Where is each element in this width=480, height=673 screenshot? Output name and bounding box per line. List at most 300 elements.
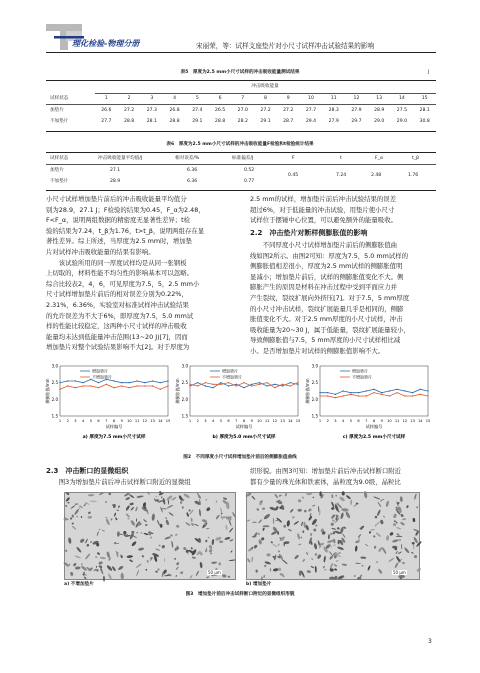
x-tick-label: 14	[157, 419, 163, 423]
x-tick-label: 1	[188, 419, 192, 423]
table6-cell: 27.1	[110, 168, 121, 173]
legend-label: 不增加垫片	[352, 374, 372, 380]
x-tick-label: 11	[264, 419, 270, 423]
data-point	[144, 385, 145, 386]
data-point	[251, 384, 252, 385]
data-point	[373, 392, 374, 393]
table5-col-header: 6	[218, 96, 222, 101]
data-point	[373, 389, 374, 390]
figure2-caption: 图2 不同厚度小尺寸试样增加垫片前后的侧膨胀值曲线	[183, 455, 297, 460]
y-tick-label: 3.0	[51, 363, 58, 369]
data-point	[197, 385, 198, 386]
figure3-caption: 图3 增加垫片前后冲击试样断口附近的显微组织形貌	[185, 592, 295, 597]
text-line: 的小尺寸冲击试样，裂纹扩展能量几乎是相同的，侧膨	[250, 304, 404, 313]
text-line: 验的结果为7.24，t_β为1.76，t>t_β，说明两组存在显	[46, 226, 205, 235]
y-tick-label: 1.5	[181, 413, 188, 419]
table6-head-rule	[46, 164, 436, 165]
data-point	[189, 385, 190, 386]
x-axis-label: 试样编号	[365, 424, 383, 429]
x-tick-label: 9	[250, 419, 253, 423]
table5-cell: 26.8	[169, 108, 180, 113]
x-tick-label: 14	[287, 419, 293, 423]
data-point	[113, 380, 114, 381]
legend-label: 不增加垫片	[92, 374, 112, 380]
table5-cell: 28.9	[374, 108, 385, 113]
data-point	[243, 387, 244, 388]
data-point	[342, 395, 343, 396]
table6-header-cell: 相对误差/%	[175, 156, 200, 161]
table5-cell: 29.0	[374, 119, 385, 124]
data-point	[412, 395, 413, 396]
x-tick-label: 11	[134, 419, 140, 423]
table6-header-cell: 冲击吸收能量平均值/J	[98, 156, 143, 161]
x-tick-label: 15	[295, 419, 301, 423]
table5-col-header: 9	[286, 96, 290, 101]
x-tick-label: 2	[66, 419, 69, 423]
data-point	[152, 385, 153, 386]
micrograph-b-image	[246, 492, 420, 580]
text-line: 图3为增加垫片前后冲击试样断口附近的显微组	[46, 478, 191, 486]
text-line: 膨胀产生的原因是材料在冲击过程中受到平面应力并	[250, 283, 397, 292]
plot-frame	[60, 366, 168, 416]
x-tick-label: 13	[410, 419, 415, 423]
data-point	[420, 389, 421, 390]
table5-col-header: 15	[421, 96, 428, 101]
table5-top-rule	[46, 80, 436, 81]
table5-cell: 28.3	[328, 108, 339, 113]
text-line: 2.5 mm的试样，增加垫片前后冲击试验结果的误差	[250, 195, 397, 203]
table6-top-rule	[46, 152, 436, 153]
table6-cell: 加垫片	[50, 168, 64, 173]
table5-col-header: 13	[376, 96, 383, 101]
micrograph-a-image	[64, 492, 236, 580]
data-point	[350, 394, 351, 395]
data-point	[266, 385, 267, 386]
x-tick-label: 7	[105, 419, 108, 423]
data-point	[228, 382, 229, 383]
text-line: 2.31%，6.36%，实验室对标准试样冲击试验结果	[46, 300, 189, 309]
figure2-sub-caption: a) 厚度为7.5 mm小尺寸试样	[82, 435, 146, 440]
data-point	[427, 390, 428, 391]
data-point	[160, 389, 161, 390]
data-point	[98, 382, 99, 383]
table5-cell: 27.7	[305, 108, 317, 113]
text-line: 吸收能量为20~30 J，属于低能量，裂纹扩展能量较小，	[250, 325, 410, 334]
data-point	[160, 382, 161, 383]
table5-cell: 26.6	[101, 108, 112, 113]
data-point	[335, 397, 336, 398]
data-point	[282, 384, 283, 385]
plot-frame	[320, 366, 428, 416]
figure3-sub-b: b) 增加垫片	[246, 582, 272, 587]
table5-row-label: 加垫片	[50, 108, 64, 113]
data-point	[144, 382, 145, 383]
y-tick-label: 2.0	[181, 396, 188, 402]
table5-col-header: 11	[330, 96, 337, 101]
data-point	[259, 382, 260, 383]
table5-cell: 27.2	[260, 108, 271, 113]
table5-cell: 27.4	[192, 108, 203, 113]
journal-logo	[46, 22, 156, 52]
text-line: 增加垫片对整个试验结果影响不大[2]。对于厚度为	[46, 343, 190, 352]
table5-cell: 28.1	[419, 108, 430, 113]
y-tick-label: 1.5	[51, 413, 58, 419]
data-point	[121, 382, 122, 383]
table6-cell: 6.36	[187, 168, 198, 173]
x-tick-label: 7	[235, 419, 238, 423]
data-point	[212, 384, 213, 385]
figure2-charts	[46, 362, 436, 454]
table6-header-cell: F_α	[375, 156, 383, 161]
scale-bar-b: 50 μm	[393, 570, 406, 575]
data-point	[220, 382, 221, 383]
x-tick-label: 6	[357, 419, 360, 423]
table5-cell: 29.7	[351, 119, 362, 124]
text-line: 都有少量的珠光体和铁素体，晶粒度为9.0级，晶粒比	[250, 477, 401, 486]
data-point	[342, 390, 343, 391]
table6-bottom-rule	[46, 190, 436, 191]
left-column-text-2	[46, 477, 232, 488]
text-line: 上切取的，材料性能不均匀性的影响基本可以忽略。	[46, 269, 193, 278]
table5-cell: 27.9	[328, 119, 339, 124]
x-tick-label: 4	[211, 419, 215, 423]
table5-cell: 27.5	[396, 108, 408, 113]
table6-cell: 28.9	[110, 179, 121, 184]
data-point	[59, 382, 60, 383]
x-tick-label: 13	[280, 419, 285, 423]
table5-cell: 27.2	[123, 108, 135, 113]
text-line: 别为28.9，27.1 J；F检验的结果为0.45，F_α为2.48，	[46, 205, 205, 214]
table5-cell: 27.9	[351, 108, 362, 113]
x-tick-label: 7	[365, 419, 368, 423]
text-line: 小。是否增加垫片对试样的侧膨胀值影响不大。	[250, 346, 385, 355]
table5-cell: 27.3	[146, 108, 157, 113]
text-line: 织形貌。由图3可知：增加垫片前后冲击试样断口附近	[250, 467, 402, 475]
table5-unit: J	[428, 70, 430, 75]
table6-cell: 6.36	[187, 179, 198, 184]
data-point	[274, 387, 275, 388]
text-line: 侧膨胀值相差很小，厚度为2.5 mm试样的侧膨胀值明	[250, 262, 403, 271]
table5-cell: 29.1	[260, 119, 271, 124]
table5-row-label: 不加垫片	[50, 119, 69, 124]
text-line: 显减小；增加垫片前后，试样的侧膨胀值变化不大。侧	[250, 272, 404, 281]
data-point	[129, 387, 130, 388]
data-point	[106, 384, 107, 385]
x-axis-label: 试样编号	[105, 424, 123, 429]
text-line: 胀值变化不大。对于2.5 mm厚度的小尺寸试样，冲击	[250, 315, 403, 324]
table5-cell: 28.7	[283, 119, 294, 124]
data-point	[319, 392, 320, 393]
table5-column-headers	[95, 96, 436, 102]
data-point	[335, 394, 336, 395]
table5-cell: 28.8	[123, 119, 135, 124]
x-tick-label: 3	[74, 419, 77, 423]
data-point	[98, 387, 99, 388]
text-line: 不同厚度小尺寸试样增加垫片前后的侧膨胀值曲	[250, 241, 397, 249]
table5-cell: 28.8	[214, 119, 226, 124]
y-axis-label: 侧膨胀值/mm	[175, 378, 180, 404]
data-point	[381, 394, 382, 395]
table6-stat-cell: 0.45	[288, 173, 299, 178]
x-tick-label: 9	[120, 419, 123, 423]
table5-col-header: 1	[104, 96, 108, 101]
right-column-text-2	[250, 466, 436, 487]
data-point	[412, 392, 413, 393]
table5-row	[95, 119, 436, 125]
table6-stat-cell: 1.76	[408, 173, 419, 178]
data-point	[129, 382, 130, 383]
x-tick-label: 13	[150, 419, 155, 423]
data-point	[136, 380, 137, 381]
x-tick-label: 10	[387, 419, 392, 423]
series-line	[320, 393, 428, 398]
legend-label: 增加垫片	[352, 368, 368, 374]
table5-col-header: 5	[195, 96, 199, 101]
table5-cell: 28.1	[146, 119, 157, 124]
data-point	[90, 385, 91, 386]
table5-row	[95, 108, 436, 114]
left-column-text	[46, 194, 232, 353]
text-line: 该试验所用的同一厚度试样均是从同一张钢板	[46, 258, 187, 267]
figure2-sub-caption: c) 厚度为2.5 mm小尺寸试样	[342, 435, 406, 440]
y-tick-label: 3.0	[181, 363, 188, 369]
text-line: 超过6%，对于低能量的冲击试验，用垫片使小尺寸	[250, 205, 395, 214]
table5-cell: 29.4	[305, 119, 317, 124]
y-tick-label: 3.0	[311, 363, 318, 369]
series-line	[60, 384, 168, 389]
data-point	[404, 395, 405, 396]
table5-col-header: 14	[398, 96, 405, 101]
data-point	[274, 384, 275, 385]
table6-header-cell: 试样状态	[50, 156, 69, 161]
data-point	[404, 390, 405, 391]
data-point	[197, 382, 198, 383]
y-axis-label: 侧膨胀值/mm	[45, 378, 50, 404]
y-tick-label: 2.0	[51, 396, 58, 402]
x-tick-label: 12	[142, 419, 148, 423]
right-column-text-top	[250, 194, 436, 226]
table5-group-rule	[95, 93, 436, 94]
data-point	[327, 395, 328, 396]
data-point	[212, 387, 213, 388]
table5-cell: 26.5	[214, 108, 226, 113]
text-line: 著性差异。综上所述，当厚度为2.5 mm时，增加垫	[46, 237, 193, 246]
data-point	[67, 380, 68, 381]
x-tick-label: 4	[81, 419, 85, 423]
data-point	[266, 382, 267, 383]
text-line: 能量均未达到低能量冲击范围(13~20 J)[7]，因而	[46, 332, 188, 341]
y-tick-label: 2.5	[311, 380, 318, 386]
x-axis-label: 试样编号	[235, 424, 253, 429]
x-tick-label: 12	[272, 419, 278, 423]
data-point	[396, 389, 397, 390]
table5-col-header: 8	[264, 96, 267, 101]
data-point	[152, 380, 153, 381]
data-point	[297, 382, 298, 383]
text-line: 试样位于摆锤中心位置，可以避免额外的能量吸收。	[250, 216, 397, 225]
data-point	[82, 382, 83, 383]
x-tick-label: 2	[326, 419, 329, 423]
table5-col-header: 3	[150, 96, 154, 101]
x-tick-label: 5	[219, 419, 223, 423]
plot-frame	[190, 366, 298, 416]
data-point	[427, 395, 428, 396]
y-tick-label: 2.5	[181, 380, 188, 386]
data-point	[75, 387, 76, 388]
table5-cell: 30.8	[419, 119, 430, 124]
table6-stat-cell: 2.48	[371, 173, 382, 178]
table6-header-cell: 标准偏差/J	[232, 156, 254, 161]
data-point	[381, 392, 382, 393]
x-tick-label: 11	[394, 419, 400, 423]
table5-col-header: 10	[308, 96, 314, 101]
figure3-sub-a: a) 不增加垫片	[64, 582, 94, 587]
series-line	[190, 383, 298, 388]
x-tick-label: 3	[334, 419, 337, 423]
y-axis-label: 侧膨胀值/mm	[305, 378, 310, 404]
data-point	[136, 385, 137, 386]
text-line: 产生裂纹，裂纹扩展向外挤压[7]。对于7.5，5 mm厚度	[250, 293, 410, 302]
data-point	[327, 392, 328, 393]
data-point	[366, 390, 367, 391]
table5-cell: 27.0	[237, 108, 248, 113]
x-tick-label: 6	[97, 419, 100, 423]
x-tick-label: 15	[425, 419, 431, 423]
data-point	[205, 382, 206, 383]
data-point	[121, 385, 122, 386]
text-line: 片对试样冲击吸收能量的结果有影响。	[46, 247, 155, 256]
data-point	[220, 384, 221, 385]
x-tick-label: 12	[402, 419, 408, 423]
table5-bottom-rule	[46, 131, 436, 132]
table6-header-cell: t_β	[412, 156, 420, 161]
table5-col-header: 12	[353, 96, 360, 101]
data-point	[290, 385, 291, 386]
data-point	[67, 385, 68, 386]
text-line: 尺寸试样增加垫片前后的相对误差分别为0.22%，	[46, 290, 188, 299]
x-tick-label: 5	[349, 419, 353, 423]
data-point	[366, 395, 367, 396]
table5-row-label-header: 试样状态	[50, 96, 69, 101]
table5-cell: 27.7	[101, 119, 112, 124]
data-point	[167, 380, 168, 381]
data-point	[113, 387, 114, 388]
data-point	[358, 392, 359, 393]
table5-caption: 表5 厚度为2.5 mm小尺寸试样的冲击吸收能量测试结果	[180, 70, 300, 75]
x-tick-label: 10	[127, 419, 132, 423]
data-point	[290, 382, 291, 383]
section-2-2-heading: 2.2 冲击垫片对断样侧膨胀值的影响	[250, 229, 368, 237]
x-tick-label: 1	[58, 419, 62, 423]
y-tick-label: 2.0	[311, 396, 318, 402]
figure2-sub-caption: b) 厚度为5.0 mm小尺寸试样	[212, 435, 276, 440]
data-point	[259, 384, 260, 385]
text-line: 综合比较表2，4，6，可见厚度为7.5，5，2.5 mm小	[46, 279, 200, 288]
table5-head-rule	[46, 104, 436, 105]
legend-label: 增加垫片	[92, 368, 108, 374]
x-tick-label: 8	[242, 419, 246, 423]
table5-col-header: 7	[241, 96, 245, 101]
x-tick-label: 15	[165, 419, 171, 423]
series-line	[320, 389, 428, 394]
legend-label: 不增加垫片	[222, 374, 242, 380]
data-point	[75, 380, 76, 381]
table5-col-header: 4	[173, 96, 177, 101]
text-line: 线如图2所示。由图2可知：厚度为7.5，5.0 mm试样的	[250, 251, 408, 260]
journal-name: 理化检验-物理分册	[72, 39, 140, 48]
x-tick-label: 9	[380, 419, 383, 423]
data-point	[205, 385, 206, 386]
data-point	[189, 384, 190, 385]
data-point	[389, 390, 390, 391]
table6-cell: 0.77	[244, 179, 255, 184]
table5-cell: 29.1	[192, 119, 203, 124]
table5-cell: 29.0	[396, 119, 408, 124]
x-tick-label: 6	[227, 419, 230, 423]
x-tick-label: 3	[204, 419, 207, 423]
x-tick-label: 2	[196, 419, 199, 423]
data-point	[297, 384, 298, 385]
scale-bar-a: 50 μm	[208, 570, 221, 575]
table5-col-header: 2	[127, 96, 131, 101]
text-line: F<F_α，说明两组数据的精密度无显著性差异；t检	[46, 216, 191, 225]
right-column-text-bottom	[250, 240, 436, 357]
legend-label: 增加垫片	[222, 368, 238, 374]
y-tick-label: 1.5	[311, 413, 318, 419]
page-number: 3	[428, 638, 432, 645]
data-point	[358, 395, 359, 396]
x-tick-label: 5	[89, 419, 93, 423]
table5-cell: 27.2	[283, 108, 294, 113]
data-point	[236, 385, 237, 386]
data-point	[82, 385, 83, 386]
data-point	[282, 385, 283, 386]
table5-cell: 28.8	[169, 119, 180, 124]
data-point	[167, 385, 168, 386]
data-point	[251, 385, 252, 386]
table6-header-cell: t	[340, 156, 342, 161]
running-title: 宋丽荣，等：试样支座垫片对小尺寸试样冲击试验结果的影响	[196, 42, 375, 50]
data-point	[319, 395, 320, 396]
table6-stat-cell: 7.24	[336, 173, 347, 178]
table6-cell: 不加垫片	[50, 179, 69, 184]
section-2-3-heading: 2.3 冲击断口的显微组织	[46, 467, 129, 475]
x-tick-label: 8	[112, 419, 116, 423]
table5-group-header: 冲击吸收能量	[251, 84, 279, 89]
x-tick-label: 8	[372, 419, 376, 423]
data-point	[228, 385, 229, 386]
table5-cell: 28.2	[237, 119, 248, 124]
x-tick-label: 14	[417, 419, 423, 423]
x-tick-label: 1	[318, 419, 322, 423]
table6-header-cell: F	[292, 156, 295, 161]
y-tick-label: 2.5	[51, 380, 58, 386]
header-rule	[46, 52, 436, 53]
text-line: 导致侧膨胀值与7.5，5 mm厚度的小尺寸试样相比减	[250, 336, 401, 345]
text-line: 小尺寸试样增加垫片前后的冲击吸收能量平均值分	[46, 195, 187, 203]
data-point	[350, 392, 351, 393]
table6-cell: 0.52	[244, 168, 255, 173]
table6-caption: 表6 厚度为2.5 mm小尺寸试样的冲击吸收能量F检验和t检验统计结果	[166, 142, 314, 147]
x-tick-label: 4	[341, 419, 345, 423]
data-point	[396, 392, 397, 393]
data-point	[243, 382, 244, 383]
text-line: 的允许误差为不大于6%，即厚度为7.5，5.0 mm试	[46, 311, 194, 320]
data-point	[420, 394, 421, 395]
text-line: 样的性能比较稳定，这两种小尺寸试样的冲击吸收	[46, 322, 187, 331]
x-tick-label: 10	[257, 419, 262, 423]
data-point	[236, 384, 237, 385]
